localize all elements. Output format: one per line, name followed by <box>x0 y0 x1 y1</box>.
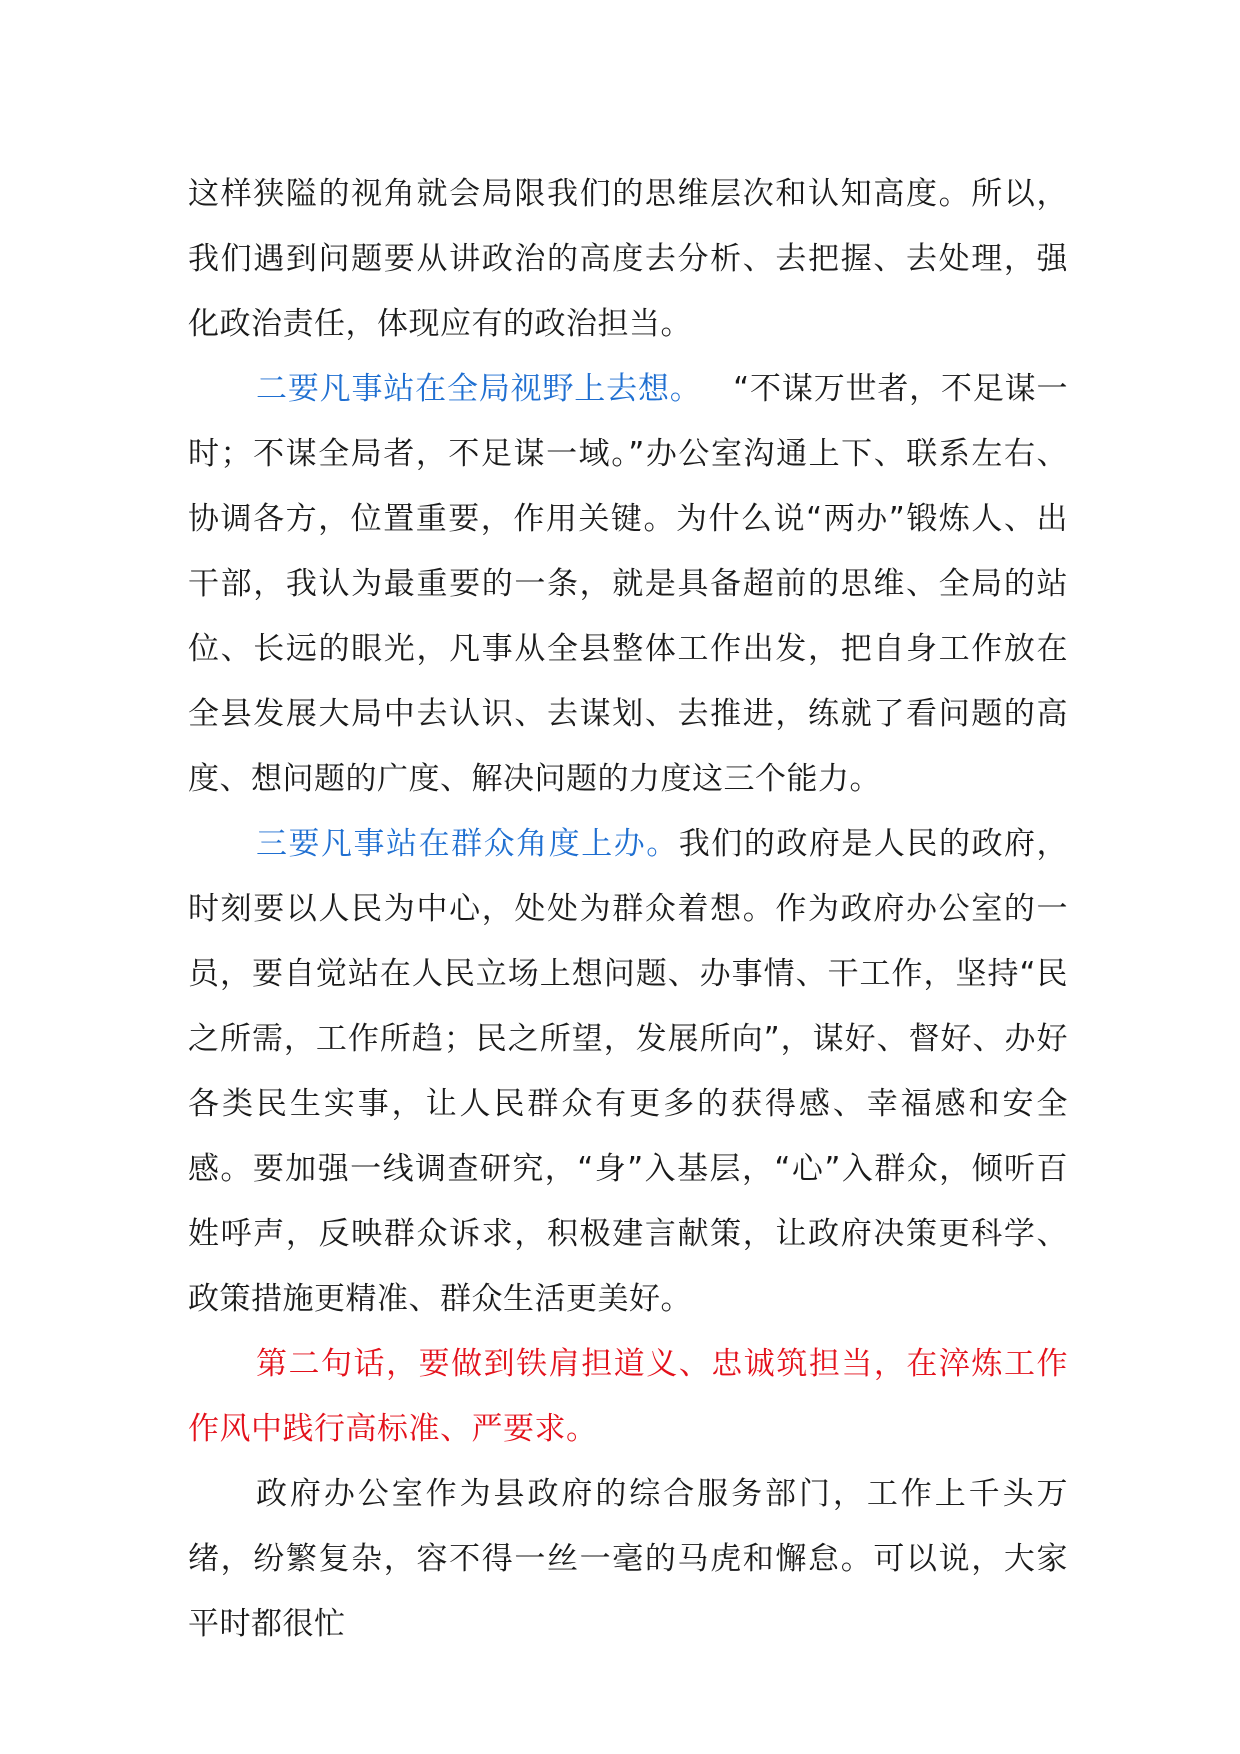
paragraph-1 <box>188 162 1068 357</box>
document-body <box>188 162 1068 1657</box>
paragraph-1-text: 这样狭隘的视角就会局限我们的思维层次和认知高度。所以，我们遇到问题要从讲政治的高度去分析、去把握、去处理，强化政治责任，体现应有的政治担当。 <box>188 176 1068 342</box>
paragraph-2-text: “不谋万世者，不足谋一时；不谋全局者，不足谋一域。”办公室沟通上下、联系左右、协调各方，位置重要，作用关键。为什么说“两办”锻炼人、出干部，我认为最重要的一条，就是具备超前的思维、全局的站位、长远的眼光，凡事从全县整体工作出发，把自身工作放在全县发展大局中去认识、去谋划、去推进，练就了看问题的高度、想问题的广度、解决问题的力度这三个能力。 <box>188 371 1069 797</box>
subheading-masses-view: 三要凡事站在群众角度上办。 <box>256 826 679 862</box>
subheading-global-view: 二要凡事站在全局视野上去想。 <box>256 371 702 407</box>
paragraph-2 <box>188 357 1068 812</box>
paragraph-3 <box>188 812 1068 1332</box>
section-heading-second: 第二句话，要做到铁肩担道义、忠诚筑担当，在淬炼工作作风中践行高标准、严要求。 <box>188 1346 1068 1447</box>
paragraph-5-text: 政府办公室作为县政府的综合服务部门，工作上千头万绪，纷繁复杂，容不得一丝一毫的马虎和懈怠。可以说，大家平时都很忙 <box>188 1476 1068 1642</box>
paragraph-2-spacer <box>702 371 734 407</box>
paragraph-5 <box>188 1462 1068 1657</box>
paragraph-3-text: 我们的政府是人民的政府，时刻要以人民为中心，处处为群众着想。作为政府办公室的一员，要自觉站在人民立场上想问题、办事情、干工作，坚持“民之所需，工作所趋；民之所望，发展所向”，谋好、督好、办好各类民生实事，让人民群众有更多的获得感、幸福感和安全感。要加强一线调查研究，“身”入基层，“心”入群众，倾听百姓呼声，反映群众诉求，积极建言献策，让政府决策更科学、政策措施更精准、群众生活更美好。 <box>188 826 1069 1317</box>
